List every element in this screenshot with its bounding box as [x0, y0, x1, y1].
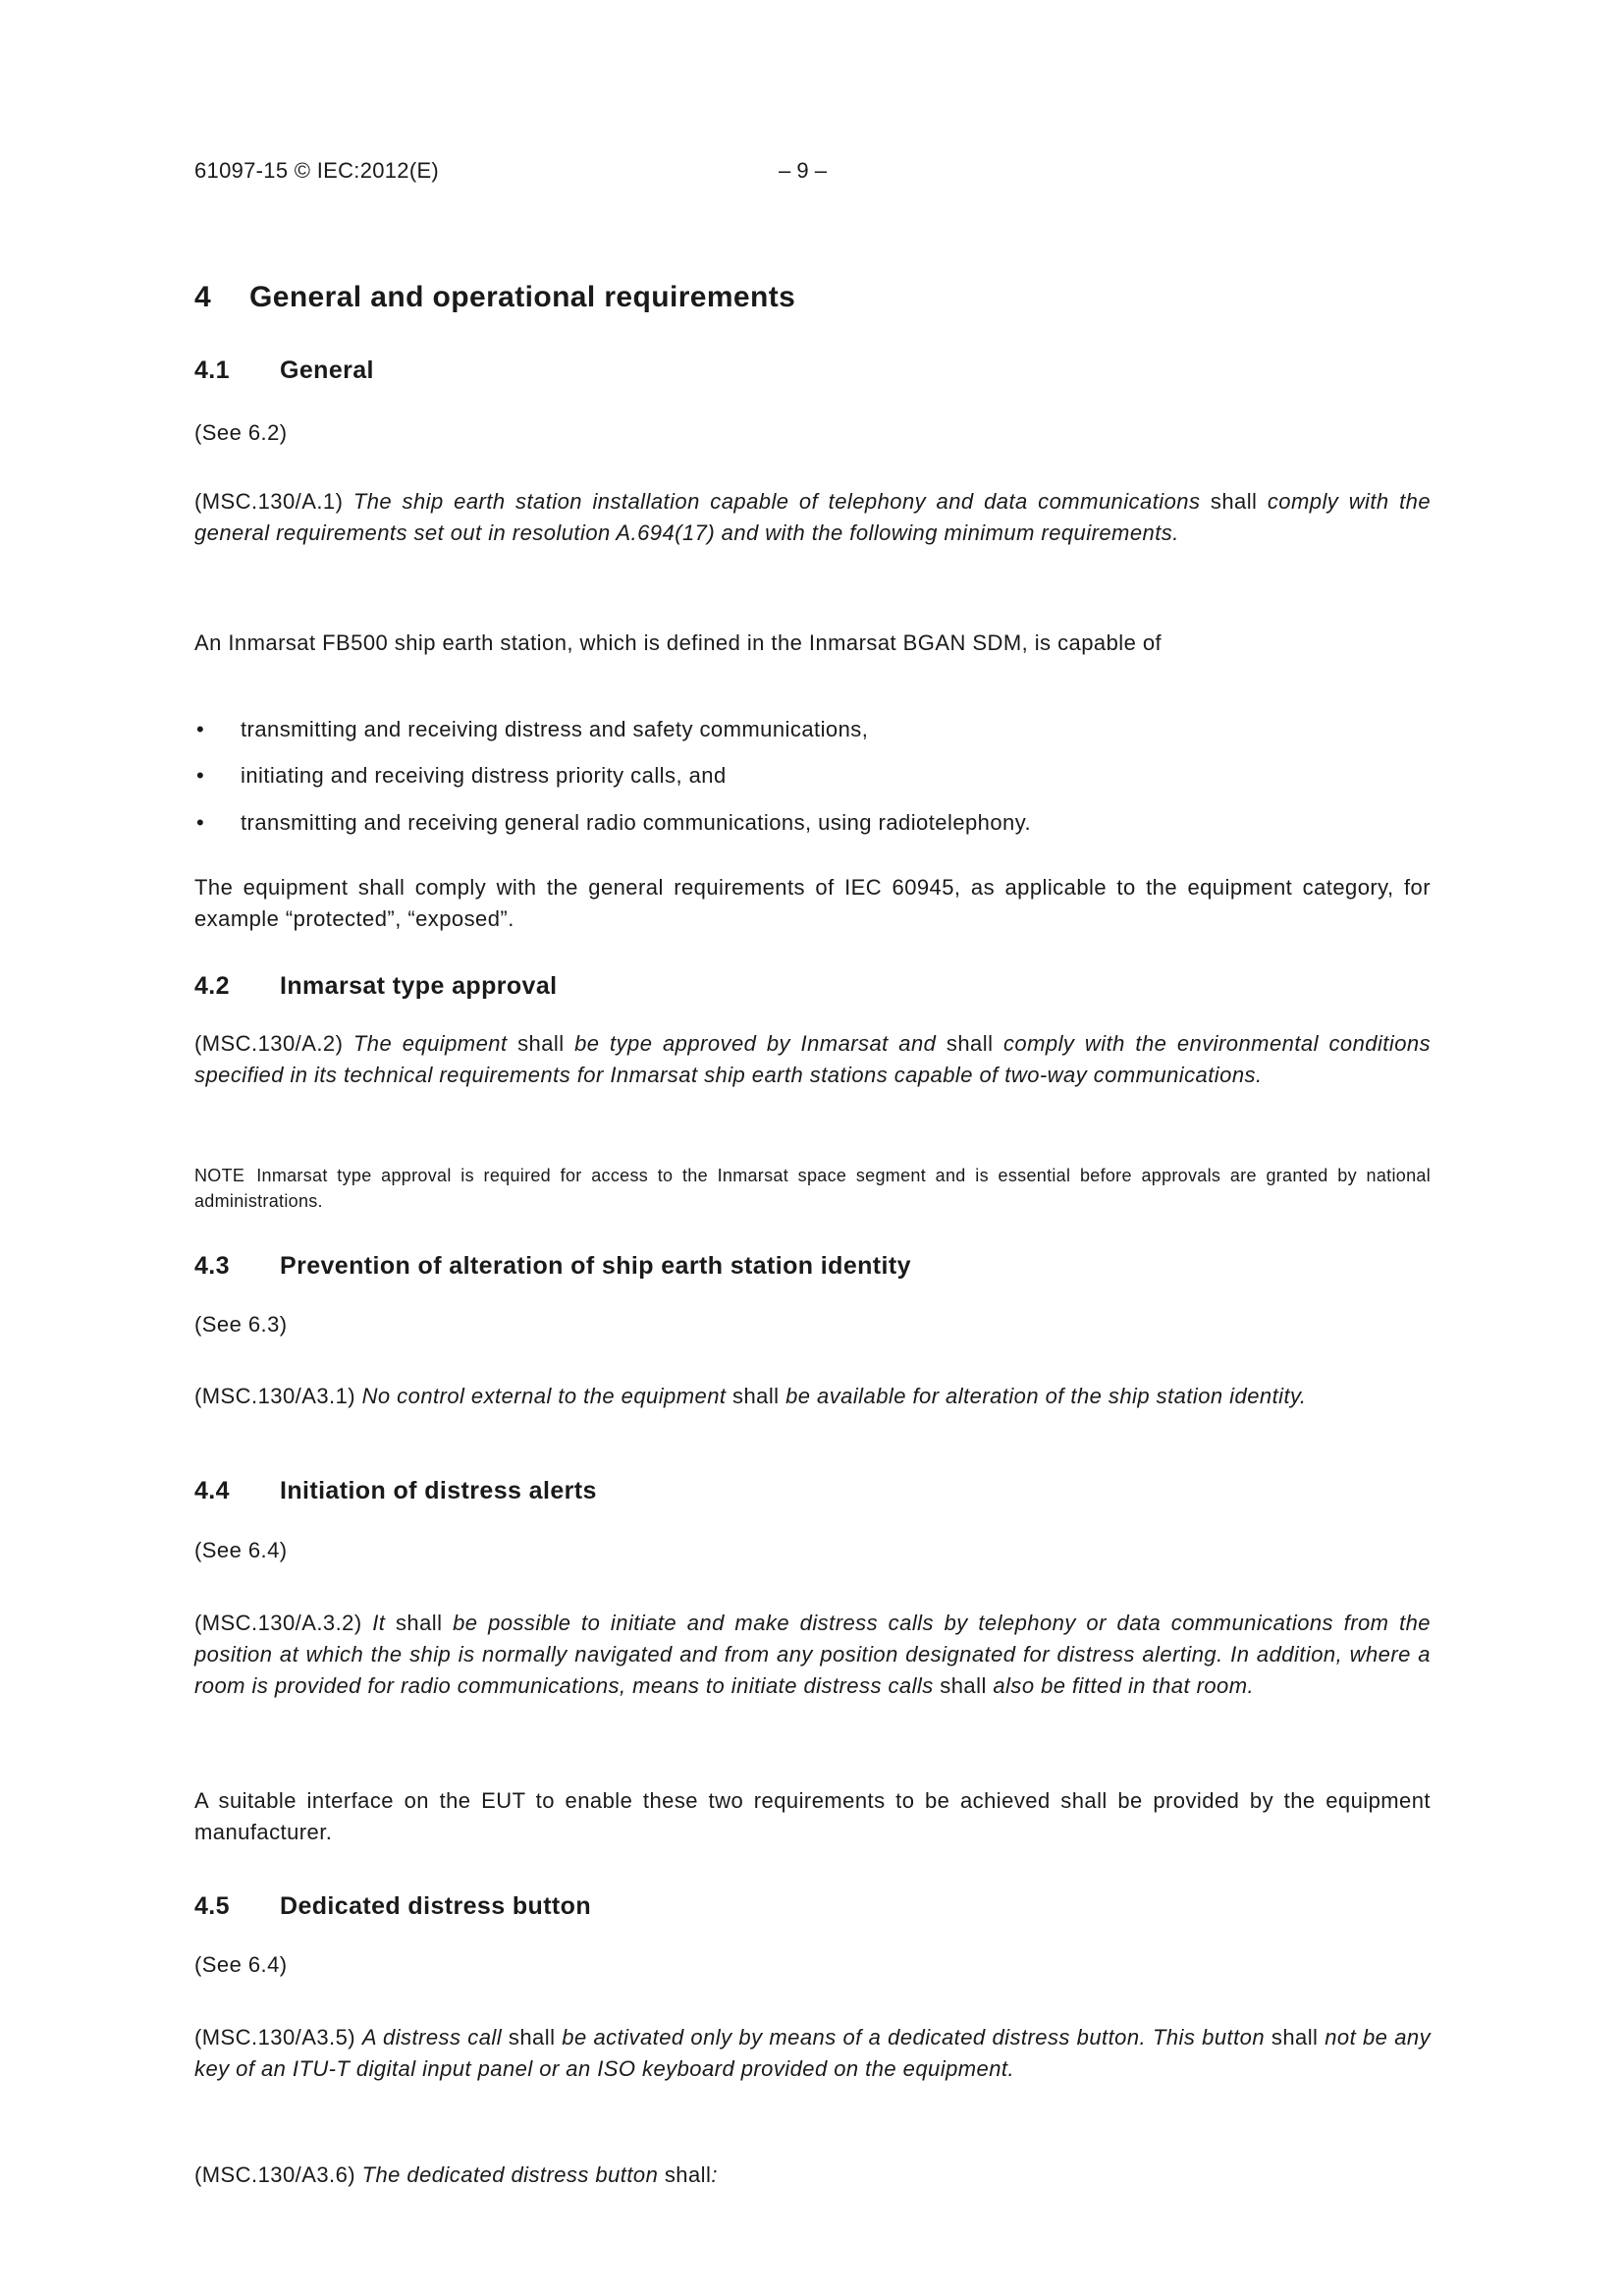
inmarsat-intro-paragraph: An Inmarsat FB500 ship earth station, which is defined in the Inmarsat BGAN SDM, is capable of — [194, 630, 1163, 655]
text-run: (MSC.130/A3.1) — [194, 1384, 362, 1408]
text-run: shall — [658, 2162, 712, 2187]
subsection-title: Initiation of distress alerts — [280, 1477, 597, 1504]
text-run: (MSC.130/A.1) — [194, 489, 353, 514]
italic-text-run: No control external to the equipment — [361, 1384, 727, 1408]
subsection-number: 4.4 — [194, 1477, 230, 1504]
requirement-msc-a3-6 — [194, 2159, 1431, 2191]
bullet-icon: • — [196, 763, 205, 788]
subsection-title: Inmarsat type approval — [280, 972, 558, 1000]
italic-text-run: be activated only by means of a dedicated distress button. This button — [562, 2025, 1266, 2050]
italic-text-run: be type approved by Inmarsat and — [574, 1031, 937, 1056]
subsection-number: 4.3 — [194, 1252, 230, 1280]
cross-reference: (See 6.2) — [194, 420, 288, 445]
iec-60945-compliance-paragraph: The equipment shall comply with the general requirements of IEC 60945, as applicable to the equipment category, for example “protected”, “exposed”. — [194, 875, 1431, 931]
cross-reference: (See 6.4) — [194, 1952, 288, 1977]
document-identifier: 61097-15 © IEC:2012(E) — [194, 158, 440, 183]
text-run: shall — [502, 2025, 563, 2050]
cross-reference: (See 6.3) — [194, 1312, 288, 1337]
subsection-heading-4-1 — [194, 355, 1431, 386]
text-run: (MSC.130/A.3.2) — [194, 1611, 373, 1635]
text-run: shall — [1200, 489, 1268, 514]
italic-text-run: also be fitted in that room. — [993, 1673, 1255, 1698]
note — [194, 1163, 1431, 1214]
note-text: Inmarsat type approval is required for access to the Inmarsat space segment and is essential before approvals are granted by national administrations. — [194, 1166, 1431, 1211]
subsection-heading-4-4 — [194, 1475, 1431, 1506]
requirement-msc-a1 — [194, 486, 1431, 549]
text-run: shall — [1265, 2025, 1325, 2050]
bullet-icon: • — [196, 810, 205, 835]
text-run: shall — [726, 1384, 786, 1408]
list-item-text: transmitting and receiving distress and safety communications, — [241, 717, 869, 741]
section-title: General and operational requirements — [249, 281, 796, 313]
text-run: shall — [933, 1673, 994, 1698]
list-item-text: transmitting and receiving general radio communications, using radiotelephony. — [241, 810, 1032, 835]
subsection-heading-4-3 — [194, 1250, 1431, 1282]
italic-text-run: be available for alteration of the ship station identity. — [785, 1384, 1307, 1408]
text-run: (MSC.130/A.2) — [194, 1031, 353, 1056]
text-run: shall — [936, 1031, 1003, 1056]
subsection-title: General — [280, 356, 374, 384]
subsection-title: Prevention of alteration of ship earth station identity — [280, 1252, 911, 1280]
italic-text-run: not be any key of an ITU-T digital input panel or an ISO keyboard provided on the equipment. — [194, 2025, 1432, 2081]
italic-text-run: : — [711, 2162, 718, 2187]
text-run: shall — [385, 1611, 454, 1635]
italic-text-run: The dedicated distress button — [361, 2162, 659, 2187]
interface-paragraph: A suitable interface on the EUT to enable these two requirements to be achieved shall be provided by the equipment manufacturer. — [194, 1788, 1431, 1844]
italic-text-run: It — [372, 1611, 386, 1635]
italic-text-run: comply with the general requirements set out in resolution A.694(17) and with the following minimum requirements. — [194, 489, 1432, 545]
italic-text-run: The equipment — [352, 1031, 508, 1056]
italic-text-run: be possible to initiate and make distress calls by telephony or data communications from the position at which the ship is normally navigated and from any position designated for distress alerting. In addition, where a room is provided for radio communications, means to initiate distress calls — [194, 1611, 1431, 1698]
text-run: (MSC.130/A3.5) — [194, 2025, 362, 2050]
italic-text-run: A distress call — [361, 2025, 503, 2050]
bullet-icon: • — [196, 717, 205, 741]
section-number: 4 — [194, 281, 212, 313]
subsection-heading-4-5 — [194, 1890, 1431, 1922]
requirement-msc-a3-5 — [194, 2022, 1431, 2085]
text-run: (MSC.130/A3.6) — [194, 2162, 362, 2187]
list-item-text: initiating and receiving distress priority calls, and — [241, 763, 727, 788]
subsection-title: Dedicated distress button — [280, 1892, 591, 1920]
requirement-msc-a3-1 — [194, 1381, 1431, 1412]
requirement-msc-a2 — [194, 1028, 1431, 1091]
note-label: NOTE — [194, 1166, 245, 1185]
requirement-msc-a3-2 — [194, 1608, 1431, 1702]
italic-text-run: comply with the environmental conditions specified in its technical requirements for Inmarsat ship earth stations capable of two-way communications. — [194, 1031, 1432, 1087]
subsection-number: 4.5 — [194, 1892, 230, 1920]
text-run: shall — [507, 1031, 575, 1056]
cross-reference: (See 6.4) — [194, 1538, 288, 1562]
section-heading-4 — [194, 280, 1431, 315]
page-number: – 9 – — [779, 158, 827, 183]
subsection-number: 4.1 — [194, 356, 230, 384]
subsection-number: 4.2 — [194, 972, 230, 1000]
subsection-heading-4-2 — [194, 970, 1431, 1002]
italic-text-run: The ship earth station installation capable of telephony and data communications — [352, 489, 1201, 514]
